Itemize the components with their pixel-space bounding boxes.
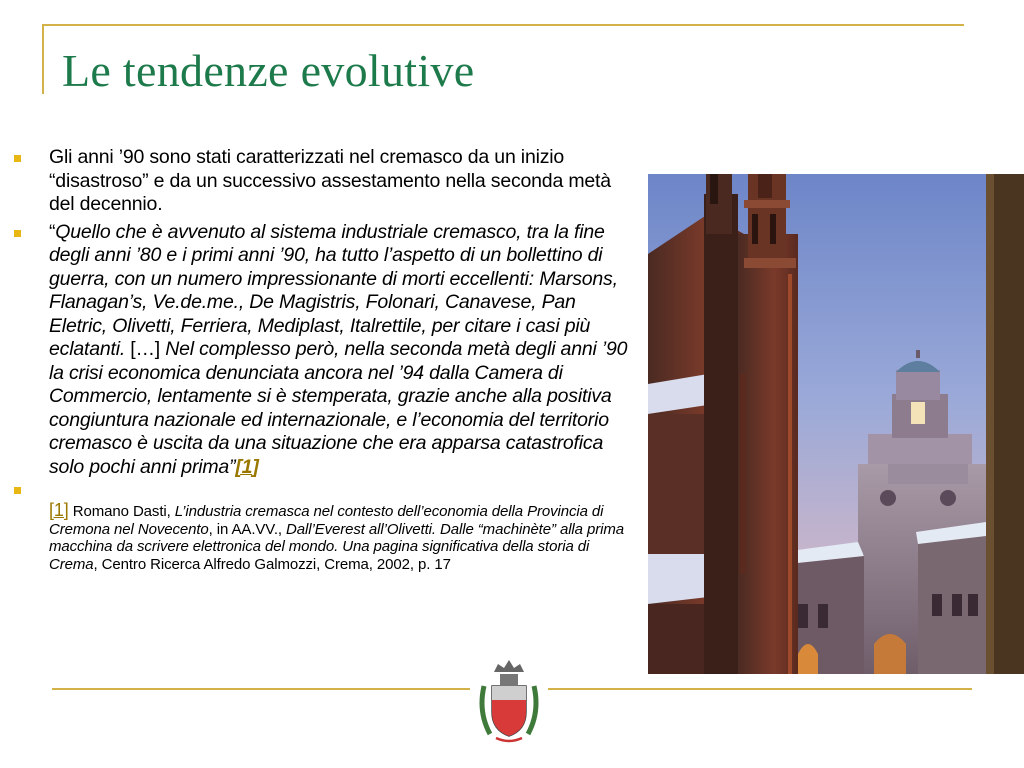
quote-part-1: Quello che è avvenuto al sistema industriale cremasco, tra la fine degli anni ’80 e i primi anni ’90, ha tutto l’aspetto di un bollettino di guerra, con un numero impressionante di morti eccellenti: Marsons, Flanagan’s, Ve.de.me., De Magistris, Folonari, Canavese, Pan Eletric, Olivetti, Ferriera, Mediplast, Italrettile, per citare i casi più eclatanti. [49,220,618,360]
footnote-item [10,483,632,573]
slide-content [10,146,632,577]
footnote-end: , Centro Ricerca Alfredo Galmozzi, Crema, 2002, p. 17 [93,555,451,573]
bullet-marker-icon [14,487,21,494]
left-accent-rule [42,24,44,94]
footnote-backlink[interactable]: [1] [49,500,69,520]
bullet-item-1 [10,146,632,217]
bullet-item-2 [10,221,632,480]
cathedral-photo [648,174,1024,674]
footnote-title-1: L’industria cremasca nel contesto dell’economia della Provincia di Cremona nel Novecento [49,503,604,538]
bullet-text-2 [49,221,632,480]
footnote-body [49,483,632,573]
footnote-mid: , in AA.VV., [208,520,287,538]
footnote-title-2: Dall’Everest all’Olivetti. Dalle “machinète” alla prima macchina da scrivere elettronica del mondo. Una pagina significativa della storia di Crema [49,520,624,573]
quote-open-mark: “ [49,220,56,243]
quote-ellipsis: […] [125,338,166,360]
quote-part-2: Nel complesso però, nella seconda metà degli anni ’90 la crisi economica denunciata ancora nel ’94 dalla Camera di Commercio, lentamente si è stemperata, grazie anche alla positiva congiuntura nazionale ed internazionale, e l’economia del territorio cremasco è uscita da una situazione che era apparsa catastrofica solo pochi anni prima” [49,338,628,478]
slide-title: Le tendenze evolutive [62,45,475,96]
bullet-marker-icon [14,155,21,162]
footnote-author: Romano Dasti, [68,503,175,520]
bullet-text-1: Gli anni ’90 sono stati caratterizzati nel cremasco da un inizio “disastroso” e da un successivo assestamento nella seconda metà del decennio. [49,146,611,215]
top-accent-rule [42,24,964,26]
bullet-marker-icon [14,230,21,237]
bottom-rule-right [548,688,972,690]
crest-icon [476,656,542,746]
footnote-reference-link[interactable]: [1] [235,455,259,478]
footnote-text [49,483,632,573]
bottom-rule-left [52,688,470,690]
